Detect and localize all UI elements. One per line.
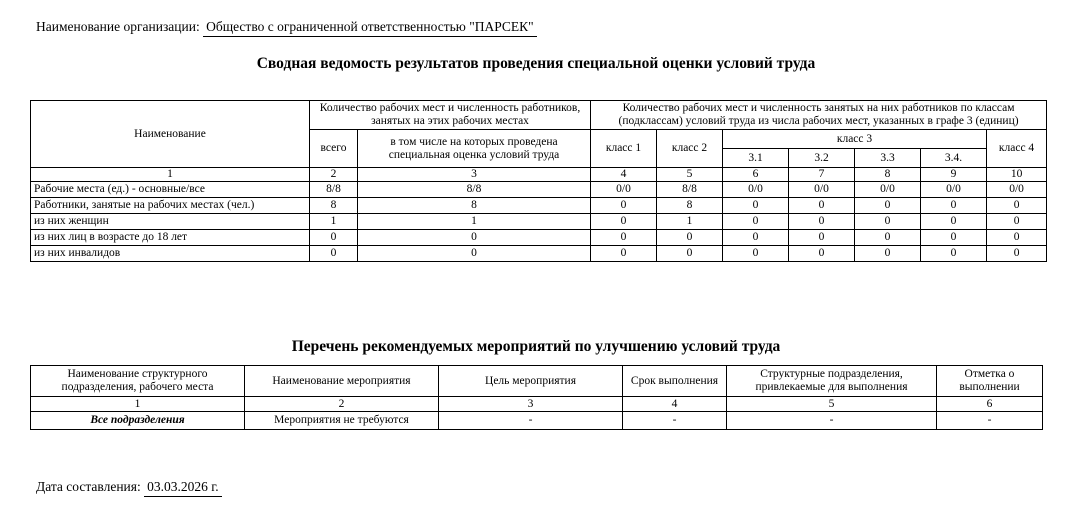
date-value: 03.03.2026 г. [144, 479, 222, 497]
header-group-classes: Количество рабочих мест и численность занятых на них работников по классам (подклассам) условий труда из числа рабочих мест, указанных в графе 3 (единиц) [591, 101, 1047, 130]
table-row [31, 229, 1047, 245]
colnum-7: 7 [789, 168, 855, 182]
colnum-5: 5 [727, 397, 937, 412]
date-label: Дата составления: [36, 479, 141, 494]
cell-structural-unit: Все подразделения [31, 412, 245, 430]
organization-value: Общество с ограниченной ответственностью "ПАРСЕК" [203, 19, 537, 37]
header-structural-unit: Наименование структурного подразделения, рабочего места [31, 366, 245, 397]
colnum-6: 6 [723, 168, 789, 182]
colnum-1: 1 [31, 168, 310, 182]
colnum-9: 9 [921, 168, 987, 182]
organization-line [36, 19, 537, 37]
header-units-involved: Структурные подразделения, привлекаемые для выполнения [727, 366, 937, 397]
date-line [36, 479, 222, 497]
column-number-row [31, 397, 1043, 412]
cell: 0 [358, 229, 591, 245]
cell: 0 [591, 229, 657, 245]
cell: 1 [310, 213, 358, 229]
cell: 0/0 [921, 181, 987, 197]
cell: 8 [657, 197, 723, 213]
cell: 1 [358, 213, 591, 229]
header-class-3-2: 3.2 [789, 149, 855, 168]
colnum-3: 3 [439, 397, 623, 412]
cell: 0 [358, 245, 591, 261]
row-label: из них лиц в возрасте до 18 лет [31, 229, 310, 245]
cell: 0 [657, 245, 723, 261]
cell: 0 [855, 245, 921, 261]
measures-table [30, 365, 1043, 430]
cell: 8/8 [358, 181, 591, 197]
cell: 0 [591, 245, 657, 261]
cell: 0 [987, 229, 1047, 245]
header-deadline: Срок выполнения [623, 366, 727, 397]
cell: 0 [987, 213, 1047, 229]
table-row [31, 181, 1047, 197]
page-title-summary: Сводная ведомость результатов проведения специальной оценки условий труда [256, 55, 816, 72]
cell: 0 [591, 213, 657, 229]
cell-completion-mark: - [937, 412, 1043, 430]
cell: 0 [723, 197, 789, 213]
header-among-which: в том числе на которых проведена специальная оценка условий труда [358, 130, 591, 168]
row-label: из них женщин [31, 213, 310, 229]
cell: 0 [723, 229, 789, 245]
cell: 0 [921, 245, 987, 261]
header-class-3-4: 3.4. [921, 149, 987, 168]
colnum-3: 3 [358, 168, 591, 182]
summary-table [30, 100, 1047, 262]
row-label: Работники, занятые на рабочих местах (чел.) [31, 197, 310, 213]
cell: 8/8 [657, 181, 723, 197]
cell: 0 [987, 197, 1047, 213]
cell: 0 [855, 197, 921, 213]
cell: 0 [591, 197, 657, 213]
header-class-1: класс 1 [591, 130, 657, 168]
cell: 0 [723, 245, 789, 261]
cell: 1 [657, 213, 723, 229]
cell: 8 [310, 197, 358, 213]
colnum-4: 4 [623, 397, 727, 412]
cell: 8/8 [310, 181, 358, 197]
cell: 0 [789, 213, 855, 229]
cell: 0 [789, 229, 855, 245]
cell: 8 [358, 197, 591, 213]
cell: 0/0 [855, 181, 921, 197]
header-class-3-1: 3.1 [723, 149, 789, 168]
colnum-4: 4 [591, 168, 657, 182]
cell: 0/0 [789, 181, 855, 197]
colnum-6: 6 [937, 397, 1043, 412]
cell: 0 [723, 213, 789, 229]
header-completion-mark: Отметка о выполнении [937, 366, 1043, 397]
header-class-3-3: 3.3 [855, 149, 921, 168]
table-row [31, 245, 1047, 261]
table-row [31, 197, 1047, 213]
header-name: Наименование [31, 101, 310, 168]
cell: 0/0 [723, 181, 789, 197]
cell: 0 [855, 213, 921, 229]
cell: 0 [310, 245, 358, 261]
cell: 0 [921, 213, 987, 229]
header-total: всего [310, 130, 358, 168]
cell: 0 [921, 229, 987, 245]
table-row [31, 412, 1043, 430]
organization-label: Наименование организации: [36, 19, 200, 34]
cell: 0 [789, 245, 855, 261]
cell-measure-name: Мероприятия не требуются [245, 412, 439, 430]
header-class-3: класс 3 [723, 130, 987, 149]
row-label: из них инвалидов [31, 245, 310, 261]
table-row [31, 213, 1047, 229]
cell: 0 [987, 245, 1047, 261]
colnum-2: 2 [245, 397, 439, 412]
cell: 0/0 [987, 181, 1047, 197]
column-number-row [31, 168, 1047, 182]
colnum-10: 10 [987, 168, 1047, 182]
measures-header-row [31, 366, 1043, 397]
cell-deadline: - [623, 412, 727, 430]
colnum-2: 2 [310, 168, 358, 182]
cell: 0 [789, 197, 855, 213]
header-class-4: класс 4 [987, 130, 1047, 168]
cell: 0 [657, 229, 723, 245]
cell-measure-goal: - [439, 412, 623, 430]
header-group-count: Количество рабочих мест и численность работников, занятых на этих рабочих местах [310, 101, 591, 130]
header-class-2: класс 2 [657, 130, 723, 168]
page-title-measures: Перечень рекомендуемых мероприятий по улучшению условий труда [291, 338, 781, 355]
cell: 0 [855, 229, 921, 245]
cell-units-involved: - [727, 412, 937, 430]
cell: 0 [310, 229, 358, 245]
cell: 0/0 [591, 181, 657, 197]
header-measure-goal: Цель мероприятия [439, 366, 623, 397]
row-label: Рабочие места (ед.) - основные/все [31, 181, 310, 197]
colnum-1: 1 [31, 397, 245, 412]
header-measure-name: Наименование мероприятия [245, 366, 439, 397]
colnum-8: 8 [855, 168, 921, 182]
cell: 0 [921, 197, 987, 213]
colnum-5: 5 [657, 168, 723, 182]
